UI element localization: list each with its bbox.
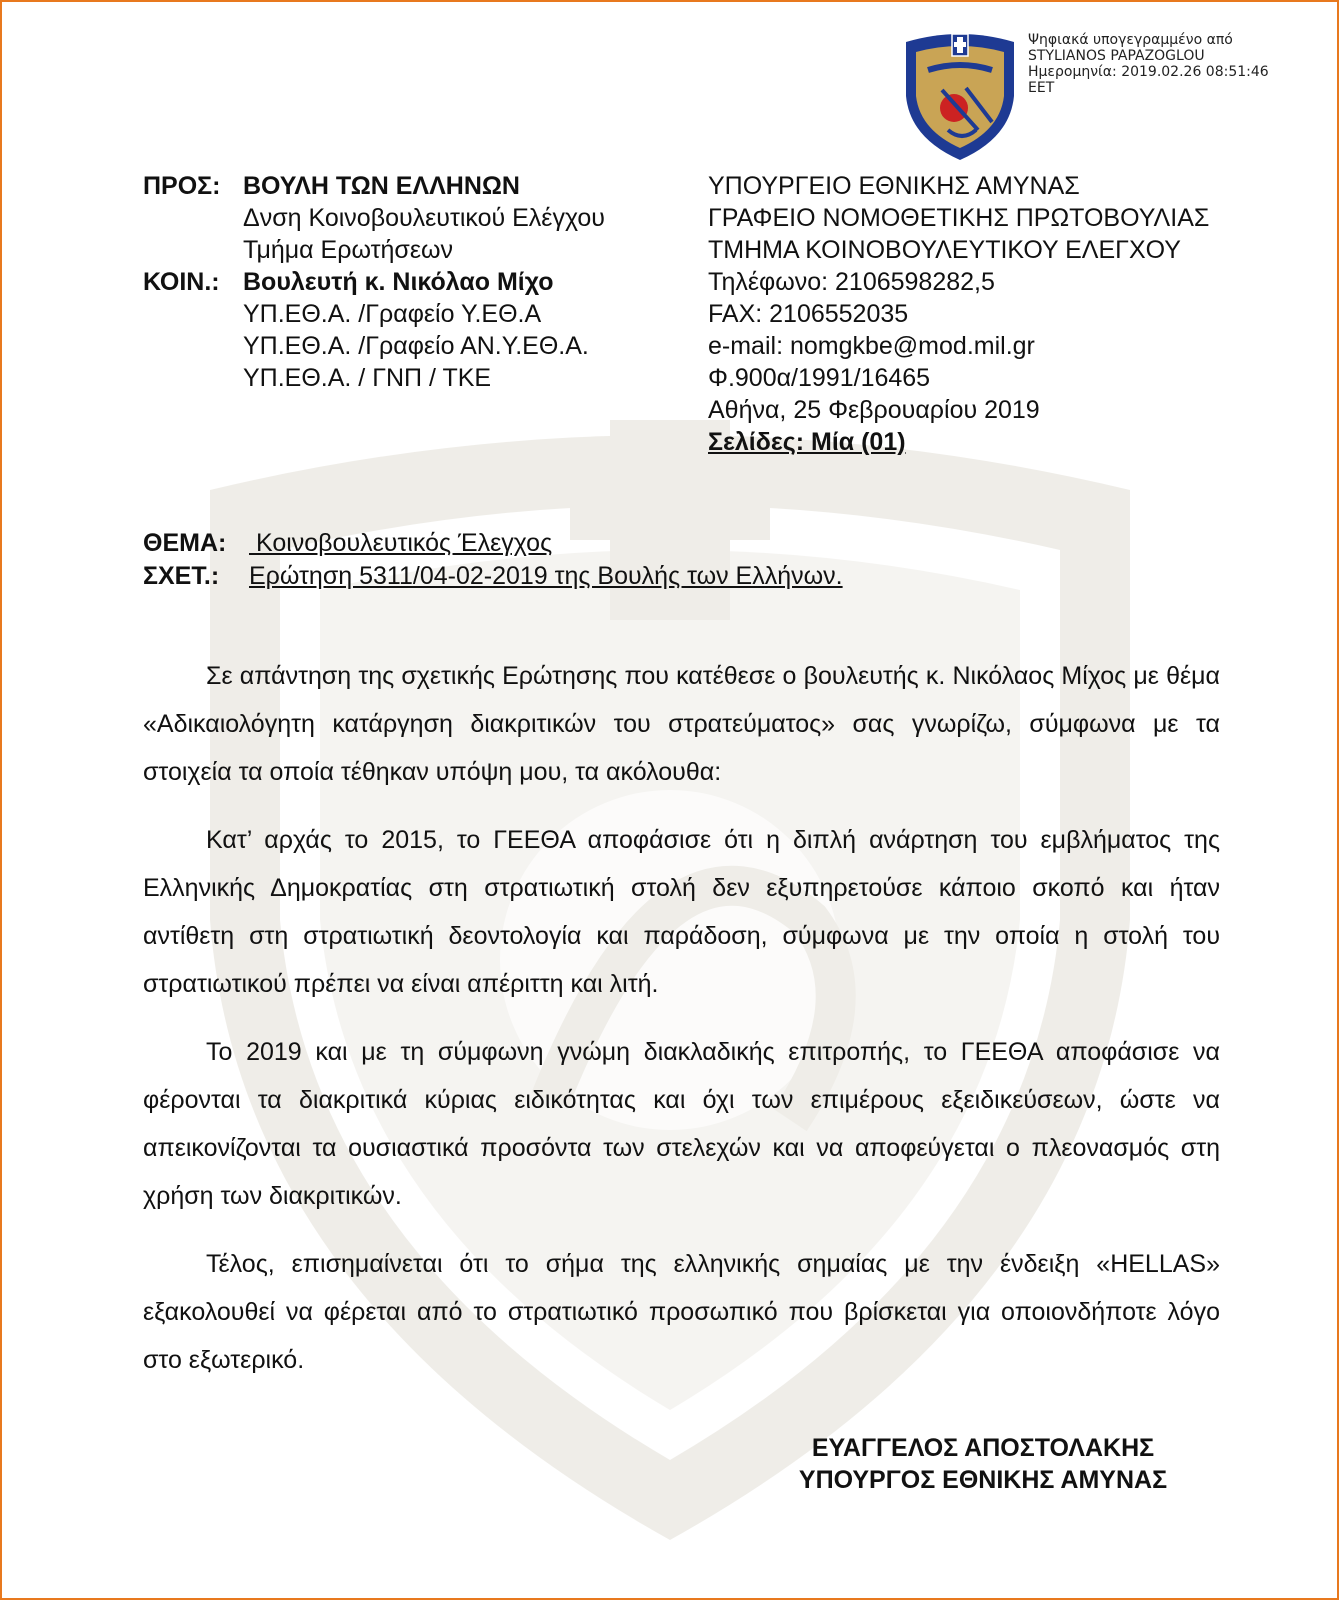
sender-department: ΤΜΗΜΑ ΚΟΙΝΟΒΟΥΛΕΥΤΙΚΟΥ ΕΛΕΓΧΟΥ [708, 236, 1181, 264]
schet-value: Ερώτηση 5311/04-02-2019 της Βουλής των Ελλήνων. [249, 562, 843, 590]
signature-signer: STYLIANOS PAPAZOGLOU [1028, 48, 1205, 64]
sender-office: ΓΡΑΦΕΙΟ ΝΟΜΟΘΕΤΙΚΗΣ ΠΡΩΤΟΒΟΥΛΙΑΣ [708, 204, 1210, 232]
signoff-name: ΕΥΑΓΓΕΛΟΣ ΑΠΟΣΤΟΛΑΚΗΣ [811, 1434, 1155, 1462]
signoff-title: ΥΠΟΥΡΓΟΣ ΕΘΝΙΚΗΣ ΑΜΥΝΑΣ [798, 1466, 1168, 1494]
paragraph: Τέλος, επισημαίνεται ότι το σήμα της ελληνικής σημαίας με την ένδειξη «HELLAS» εξακολουθεί να φέρεται από το στρατιωτικό προσωπικό που βρίσκεται για οποιονδήποτε λόγο στο εξωτερικό. [143, 1250, 1220, 1374]
recipients-block [143, 170, 605, 394]
koin-name: Βουλευτή κ. Νικόλαο Μίχο [243, 268, 554, 296]
sender-pages: Σελίδες: Μία (01) [708, 428, 906, 456]
koin-line: ΥΠ.ΕΘ.Α. /Γραφείο Υ.ΕΘ.Α [243, 300, 542, 328]
signature-line: Ψηφιακά υπογεγραμμένο από [1028, 32, 1233, 48]
sender-email: e-mail: nomgkbe@mod.mil.gr [708, 332, 1035, 360]
signature-date: Ημερομηνία: 2019.02.26 08:51:46 [1028, 64, 1269, 80]
letter-body [143, 652, 1220, 1404]
digital-signature-stamp [1028, 32, 1269, 96]
armed-forces-emblem-icon [902, 30, 1018, 162]
paragraph: Το 2019 και με τη σύμφωνη γνώμη διακλαδικής επιτροπής, το ΓΕΕΘΑ αποφάσισε να φέρονται τα διακριτικά κύριας ειδικότητας και όχι των επιμέρους εξειδικεύσεων, ώστε να απεικονίζονται τα ουσιαστικά προσόντα των στελεχών και να αποφεύγεται ο πλεονασμός στη χρήση των διακριτικών. [143, 1038, 1220, 1210]
pros-line: Τμήμα Ερωτήσεων [243, 236, 453, 264]
paragraph: Σε απάντηση της σχετικής Ερώτησης που κατέθεσε ο βουλευτής κ. Νικόλαος Μίχος με θέμα «Αδικαιολόγητη κατάργηση διακριτικών του στρατεύματος» σας γνωρίζω, σύμφωνα με τα στοιχεία τα οποία τέθηκαν υπόψη μου, τα ακόλουθα: [143, 662, 1220, 786]
signature-timezone: EET [1028, 80, 1055, 96]
sender-ref: Φ.900α/1991/16465 [708, 364, 931, 392]
schet-label: ΣΧΕΤ.: [143, 562, 220, 590]
koin-label: ΚΟΙΝ.: [143, 268, 220, 296]
sender-ministry: ΥΠΟΥΡΓΕΙΟ ΕΘΝΙΚΗΣ ΑΜΥΝΑΣ [708, 172, 1080, 200]
sender-fax: FAX: 2106552035 [708, 300, 909, 328]
pros-name: ΒΟΥΛΗ ΤΩΝ ΕΛΛΗΝΩΝ [243, 172, 520, 200]
koin-line: ΥΠ.ΕΘ.Α. /Γραφείο ΑΝ.Υ.ΕΘ.Α. [243, 332, 589, 360]
signoff-block [778, 1432, 1188, 1496]
pros-line: Δνση Κοινοβουλευτικού Ελέγχου [243, 204, 605, 232]
sender-phone: Τηλέφωνο: 2106598282,5 [708, 268, 995, 296]
koin-line: ΥΠ.ΕΘ.Α. / ΓΝΠ / ΤΚΕ [243, 364, 492, 392]
thema-label: ΘΕΜΑ: [143, 529, 227, 557]
paragraph: Κατ’ αρχάς το 2015, το ΓΕΕΘΑ αποφάσισε ότι η διπλή ανάρτηση του εμβλήματος της Ελληνικής Δημοκρατίας στη στρατιωτική στολή δεν εξυπηρετούσε κάποιο σκοπό και ήταν αντίθετη στη στρατιωτική δεοντολογία και παράδοση, σύμφωνα με την οποία η στολή του στρατιωτικού πρέπει να είναι απέριττη και λιτή. [143, 826, 1220, 998]
sender-date: Αθήνα, 25 Φεβρουαρίου 2019 [708, 396, 1040, 424]
pros-label: ΠΡΟΣ: [143, 172, 221, 200]
sender-block [708, 170, 1209, 458]
thema-value: Κοινοβουλευτικός Έλεγχος [249, 529, 553, 557]
subject-block [143, 527, 843, 593]
